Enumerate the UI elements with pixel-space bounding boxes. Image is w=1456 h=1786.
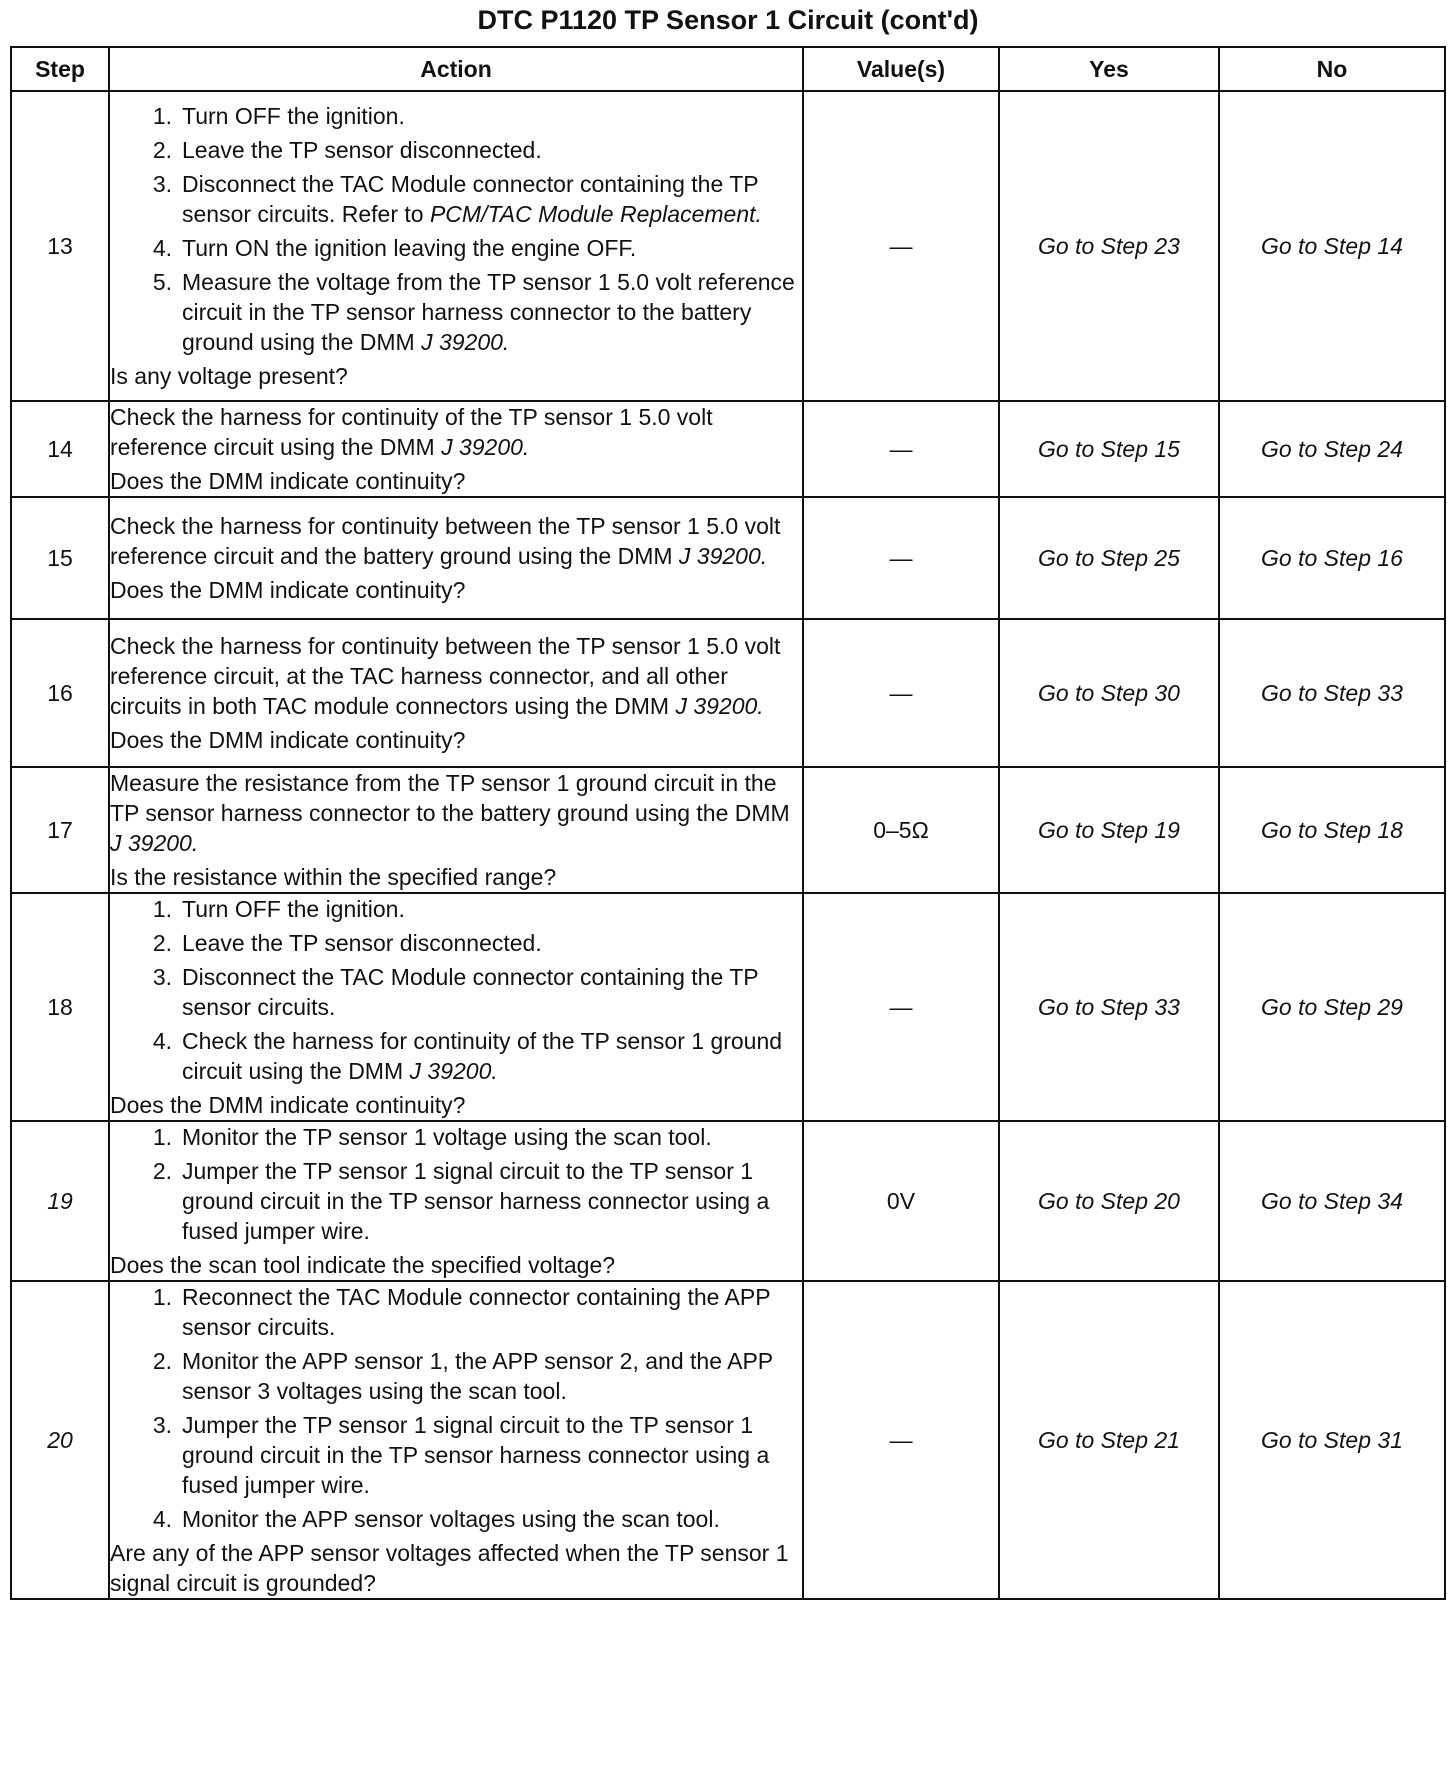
action-cell [109, 497, 803, 619]
table-header-row [11, 47, 1445, 91]
tool-reference: PCM/TAC Module Replacement. [429, 201, 762, 227]
header-step: Step [11, 47, 109, 91]
step-number: 13 [11, 91, 109, 401]
diagnostic-table [10, 46, 1446, 1600]
table-row [11, 893, 1445, 1121]
action-step-number: 2. [152, 1348, 172, 1374]
action-step [110, 267, 802, 357]
tool-reference: J 39200. [678, 543, 768, 569]
action-question: Are any of the APP sensor voltages affected when the TP sensor 1 signal circuit is grounded? [110, 1540, 789, 1596]
action-step [110, 962, 802, 1022]
action-intro-text: Check the harness for continuity between the TP sensor 1 5.0 volt reference circuit and the battery ground using the DMM [110, 513, 781, 569]
action-step-text [182, 928, 802, 958]
header-values: Value(s) [803, 47, 999, 91]
header-no: No [1219, 47, 1445, 91]
action-intro-text: Measure the resistance from the TP sensor 1 ground circuit in the TP sensor harness connector to the battery ground using the DMM [110, 770, 790, 826]
action-step-body: Disconnect the TAC Module connector containing the TP sensor circuits. Refer to [182, 171, 759, 227]
action-question: Does the scan tool indicate the specified voltage? [110, 1252, 616, 1278]
action-intro [110, 631, 802, 721]
table-row [11, 1121, 1445, 1281]
action-question: Does the DMM indicate continuity? [110, 1092, 466, 1118]
action-step-body: Leave the TP sensor disconnected. [182, 137, 542, 163]
tool-reference: J 39200. [409, 1058, 498, 1084]
action-cell [109, 401, 803, 497]
table-row [11, 401, 1445, 497]
action-question: Does the DMM indicate continuity? [110, 577, 466, 603]
action-step-body: Monitor the TP sensor 1 voltage using the scan tool. [182, 1124, 712, 1150]
action-step-number: 3. [152, 171, 172, 197]
no-goto: Go to Step 29 [1219, 893, 1445, 1121]
action-step-text [182, 233, 802, 263]
action-step-text [182, 962, 802, 1022]
action-step [110, 1156, 802, 1246]
step-number: 14 [11, 401, 109, 497]
action-step [110, 1122, 802, 1152]
no-goto: Go to Step 18 [1219, 767, 1445, 893]
action-cell [109, 893, 803, 1121]
action-intro-text: Check the harness for continuity between the TP sensor 1 5.0 volt reference circuit, at the TAC harness connector, and all other circuits in both TAC module connectors using the DMM [110, 633, 781, 719]
action-step-body: Turn OFF the ignition. [182, 103, 405, 129]
action-step-text [182, 1026, 802, 1086]
action-intro [110, 402, 802, 462]
action-step [110, 135, 802, 165]
action-step-body: Monitor the APP sensor 1, the APP sensor 2, and the APP sensor 3 voltages using the scan tool. [182, 1348, 773, 1404]
value-cell: 0V [803, 1121, 999, 1281]
table-row [11, 1281, 1445, 1599]
action-steps-list [110, 1282, 802, 1534]
action-step-text [182, 1504, 802, 1534]
action-step-number: 1. [152, 1284, 172, 1310]
step-number: 19 [11, 1121, 109, 1281]
action-step [110, 928, 802, 958]
step-number: 20 [11, 1281, 109, 1599]
header-yes: Yes [999, 47, 1219, 91]
action-steps-list [110, 1122, 802, 1246]
value-cell: — [803, 91, 999, 401]
action-step-number: 1. [152, 103, 172, 129]
value-cell: — [803, 401, 999, 497]
action-intro-text: Check the harness for continuity of the TP sensor 1 5.0 volt reference circuit using the DMM [110, 404, 713, 460]
action-step-body: Measure the voltage from the TP sensor 1 5.0 volt reference circuit in the TP sensor harness connector to the battery ground using the DMM [182, 269, 795, 355]
step-number: 16 [11, 619, 109, 767]
action-step-number: 2. [152, 1158, 172, 1184]
action-step-body: Jumper the TP sensor 1 signal circuit to the TP sensor 1 ground circuit in the TP sensor harness connector using a fused jumper wire. [182, 1412, 770, 1498]
action-step-text [182, 267, 802, 357]
action-step [110, 101, 802, 131]
yes-goto: Go to Step 30 [999, 619, 1219, 767]
action-question: Is any voltage present? [110, 363, 348, 389]
table-row [11, 767, 1445, 893]
no-goto: Go to Step 16 [1219, 497, 1445, 619]
action-step [110, 1346, 802, 1406]
action-question: Is the resistance within the specified range? [110, 864, 557, 890]
action-step-body: Turn OFF the ignition. [182, 896, 405, 922]
no-goto: Go to Step 24 [1219, 401, 1445, 497]
action-step-number: 5. [152, 269, 172, 295]
value-cell: — [803, 619, 999, 767]
yes-goto: Go to Step 21 [999, 1281, 1219, 1599]
action-step-number: 1. [152, 896, 172, 922]
tool-reference: J 39200. [110, 830, 199, 856]
action-step-number: 3. [152, 1412, 172, 1438]
action-step [110, 233, 802, 263]
action-step-text [182, 1410, 802, 1500]
no-goto: Go to Step 31 [1219, 1281, 1445, 1599]
action-cell [109, 91, 803, 401]
action-step-text [182, 135, 802, 165]
yes-goto: Go to Step 19 [999, 767, 1219, 893]
action-step-text [182, 1122, 802, 1152]
value-cell: — [803, 1281, 999, 1599]
action-step-body: Jumper the TP sensor 1 signal circuit to the TP sensor 1 ground circuit in the TP sensor harness connector using a fused jumper wire. [182, 1158, 770, 1244]
no-goto: Go to Step 33 [1219, 619, 1445, 767]
action-step-number: 4. [152, 235, 172, 261]
action-question: Does the DMM indicate continuity? [110, 727, 466, 753]
table-body [11, 91, 1445, 1599]
action-step-number: 2. [152, 930, 172, 956]
tool-reference: J 39200. [675, 693, 764, 719]
action-step [110, 1282, 802, 1342]
action-step-number: 4. [152, 1028, 172, 1054]
table-row [11, 619, 1445, 767]
action-step [110, 894, 802, 924]
action-step [110, 1504, 802, 1534]
action-step-number: 4. [152, 1506, 172, 1532]
yes-goto: Go to Step 15 [999, 401, 1219, 497]
page-title: DTC P1120 TP Sensor 1 Circuit (cont'd) [477, 5, 979, 35]
action-step-body: Turn ON the ignition leaving the engine OFF. [182, 235, 637, 261]
action-cell [109, 619, 803, 767]
action-step-text [182, 101, 802, 131]
step-number: 18 [11, 893, 109, 1121]
action-cell [109, 1121, 803, 1281]
value-cell: 0–5Ω [803, 767, 999, 893]
action-step-number: 2. [152, 137, 172, 163]
tool-reference: J 39200. [441, 434, 530, 460]
action-steps-list [110, 894, 802, 1086]
no-goto: Go to Step 14 [1219, 91, 1445, 401]
yes-goto: Go to Step 23 [999, 91, 1219, 401]
action-step [110, 1026, 802, 1086]
value-cell: — [803, 497, 999, 619]
action-step-number: 1. [152, 1124, 172, 1150]
action-step-body: Reconnect the TAC Module connector containing the APP sensor circuits. [182, 1284, 771, 1340]
table-row [11, 91, 1445, 401]
action-step-text [182, 1346, 802, 1406]
tool-reference: J 39200. [421, 329, 510, 355]
action-steps-list [110, 101, 802, 357]
value-cell: — [803, 893, 999, 1121]
action-step-number: 3. [152, 964, 172, 990]
action-step-body: Check the harness for continuity of the TP sensor 1 ground circuit using the DMM [182, 1028, 783, 1084]
action-step-text [182, 894, 802, 924]
action-step-text [182, 169, 802, 229]
action-step-text [182, 1282, 802, 1342]
yes-goto: Go to Step 20 [999, 1121, 1219, 1281]
action-step-body: Monitor the APP sensor voltages using the scan tool. [182, 1506, 720, 1532]
table-row [11, 497, 1445, 619]
action-step-body: Disconnect the TAC Module connector containing the TP sensor circuits. [182, 964, 759, 1020]
action-question: Does the DMM indicate continuity? [110, 468, 466, 494]
action-cell [109, 767, 803, 893]
action-cell [109, 1281, 803, 1599]
yes-goto: Go to Step 25 [999, 497, 1219, 619]
action-intro [110, 511, 802, 571]
step-number: 15 [11, 497, 109, 619]
action-step [110, 169, 802, 229]
no-goto: Go to Step 34 [1219, 1121, 1445, 1281]
action-step [110, 1410, 802, 1500]
action-step-body: Leave the TP sensor disconnected. [182, 930, 542, 956]
step-number: 17 [11, 767, 109, 893]
header-action: Action [109, 47, 803, 91]
yes-goto: Go to Step 33 [999, 893, 1219, 1121]
action-step-text [182, 1156, 802, 1246]
action-intro [110, 768, 802, 858]
